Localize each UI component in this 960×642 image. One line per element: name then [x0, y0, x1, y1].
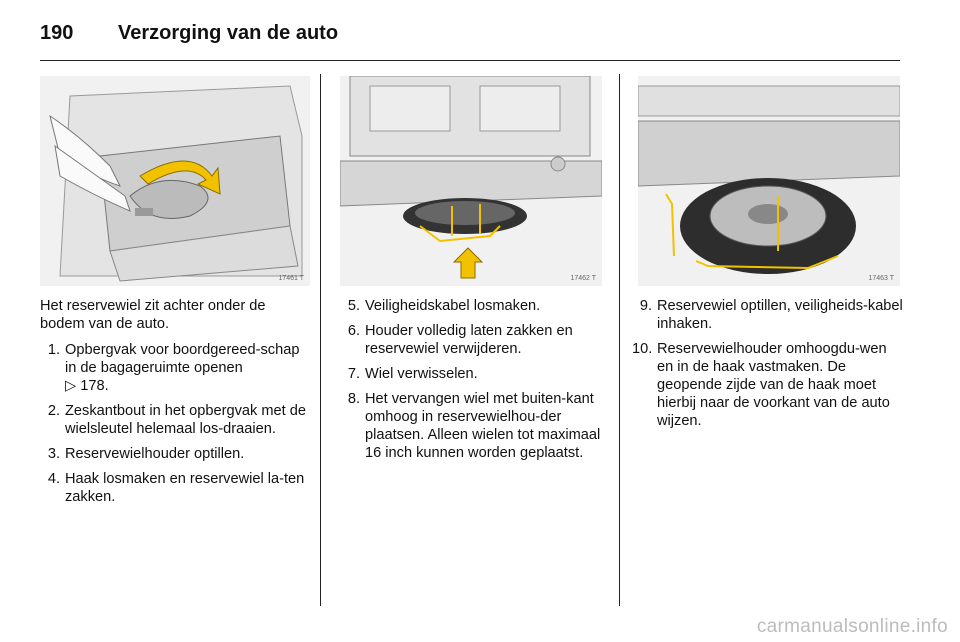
figure-trunk-compartment: [40, 76, 310, 286]
step-text: Reservewielhouder omhoogdu-wen en in de haak vastmaken. De geopende zijde van de haak moet hierbij naar de voorkant van de auto wijzen.: [657, 341, 890, 429]
step-text: Veiligheidskabel losmaken.: [365, 298, 541, 314]
list-item: [40, 341, 308, 395]
list-item: [340, 322, 606, 358]
step-text: Wiel verwisselen.: [365, 366, 478, 382]
page-number: 190: [40, 22, 74, 44]
step-text: Haak losmaken en reservewiel la-ten zakken.: [65, 471, 305, 505]
steps-list: [632, 297, 904, 430]
steps-list: [340, 297, 606, 462]
list-item: [340, 390, 606, 462]
list-item: [632, 340, 904, 430]
column-3-text: [632, 297, 904, 437]
step-text: Reservewiel optillen, veiligheids-kabel inhaken.: [657, 298, 903, 332]
step-text: Zeskantbout in het opbergvak met de wielsleutel helemaal los-draaien.: [65, 403, 306, 437]
step-number: 2.: [47, 403, 60, 419]
figure-id: 17461 T: [278, 275, 304, 282]
trunk-illustration: [40, 76, 310, 286]
column-2-text: [340, 297, 606, 469]
steps-list: [40, 341, 308, 506]
list-item: [340, 365, 606, 383]
watermark-logo: carmanualsonline.info: [756, 616, 948, 637]
page-title: Verzorging van de auto: [118, 22, 339, 44]
list-item: [632, 297, 904, 333]
step-number: 10.: [632, 341, 653, 357]
step-text: Houder volledig laten zakken en reservewiel verwijderen.: [365, 323, 573, 357]
column-divider: [619, 74, 620, 606]
figure-id: 17462 T: [570, 275, 596, 282]
list-item: [40, 445, 308, 463]
step-number: 7.: [347, 366, 360, 382]
step-number: 6.: [347, 323, 360, 339]
column-1-text: [40, 297, 308, 513]
step-number: 9.: [639, 298, 652, 314]
column-divider: [320, 74, 321, 606]
spare-wheel-illustration: [638, 76, 900, 286]
list-item: [40, 470, 308, 506]
figure-spare-wheel-holder: [638, 76, 900, 286]
step-text: Reservewielhouder optillen.: [65, 446, 245, 462]
step-number: 1.: [47, 342, 60, 358]
figure-id: 17463 T: [868, 275, 894, 282]
header-rule: [40, 60, 900, 61]
step-number: 8.: [347, 391, 360, 407]
rear-car-illustration: [340, 76, 602, 286]
intro-paragraph: Het reservewiel zit achter onder de bodem van de auto.: [40, 298, 266, 332]
page-reference-icon: ▷: [65, 378, 77, 394]
list-item: [340, 297, 606, 315]
page-reference: 178.: [80, 378, 109, 394]
page-header: [40, 22, 900, 62]
figure-rear-spare-wheel: [340, 76, 602, 286]
step-number: 5.: [347, 298, 360, 314]
step-text: Het vervangen wiel met buiten-kant omhoog in reservewielhou-der plaatsen. Alleen wielen tot maximaal 16 inch kunnen worden geplaatst.: [365, 391, 601, 461]
step-text: Opbergvak voor boordgereed-schap in de bagageruimte openen: [65, 342, 300, 376]
list-item: [40, 402, 308, 438]
step-number: 4.: [47, 471, 60, 487]
step-number: 3.: [47, 446, 60, 462]
